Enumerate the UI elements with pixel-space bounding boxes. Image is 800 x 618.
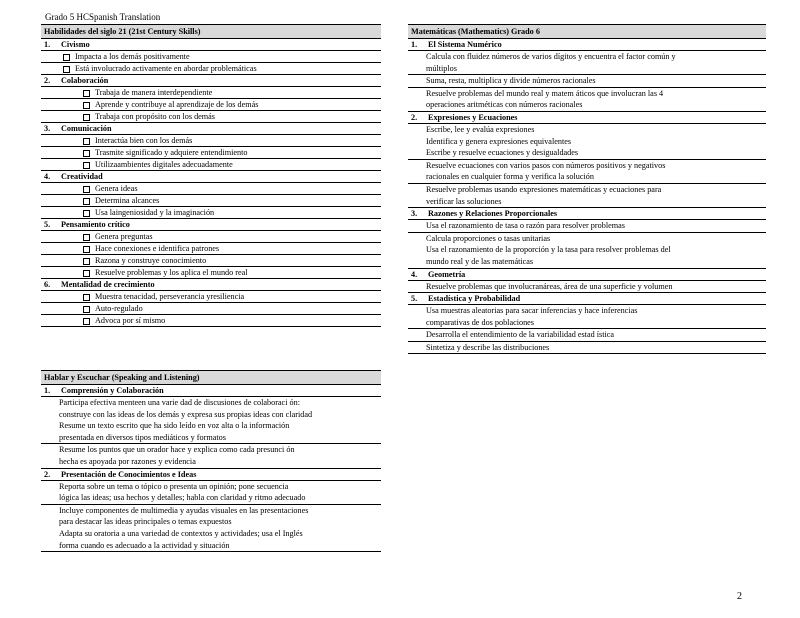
- list-item-text: Está involucrado activamente en abordar problemáticas: [75, 64, 257, 73]
- page-header: Grado 5 HCSpanish Translation: [45, 12, 161, 22]
- list-item: [41, 99, 381, 111]
- section-number: 6.: [44, 280, 51, 289]
- section-number: 4.: [411, 269, 418, 279]
- checkbox-bullet-icon: [83, 114, 90, 121]
- section-number: 5.: [44, 220, 51, 229]
- list-item-text: Impacta a los demás positivamente: [75, 52, 190, 61]
- table-row: [408, 184, 766, 208]
- checkbox-bullet-icon: [83, 306, 90, 313]
- section-title-text: Geometría: [428, 269, 466, 279]
- row-line: para destacar las ideas principales o temas expuestos: [59, 517, 232, 527]
- row-line: múltiplos: [426, 63, 457, 73]
- list-item-text: Hace conexiones e identifica patrones: [95, 244, 220, 253]
- list-item-text: Genera preguntas: [95, 232, 153, 241]
- list-item: [41, 243, 381, 255]
- list-item-text: Genera ideas: [95, 184, 138, 193]
- table-row: [41, 397, 381, 444]
- section-title: [408, 208, 766, 220]
- section-title: [41, 123, 381, 135]
- row-line: construye con las ideas de los demás y expresa sus propias ideas con claridad: [59, 409, 313, 419]
- row-line: racionales en cualquier forma y verifica la solución: [426, 172, 594, 182]
- row-line: Resuelve problemas que involucranáreas, área de una superficie y volumen: [426, 281, 673, 291]
- row-line: presentada en diversos tipos mediáticos y formatos: [59, 432, 226, 442]
- speaking-body: [41, 385, 381, 551]
- row-line: Identifica y genera expresiones equivalentes: [426, 136, 572, 146]
- table-row: [408, 342, 766, 354]
- list-item: [41, 315, 381, 326]
- list-item-text: Trasmite significado y adquiere entendimiento: [95, 148, 248, 157]
- list-item: [41, 183, 381, 195]
- list-item-text: Resuelve problemas y los aplica el mundo real: [95, 268, 248, 277]
- section-number: 1.: [44, 40, 51, 49]
- row-line: Adapta su oratoria a una variedad de contextos y actividades; usa el Inglés: [59, 528, 303, 538]
- row-line: Participa efectiva menteen una varie dad de discusiones de colaboraci ón:: [59, 398, 300, 407]
- row-line: Resuelve problemas usando expresiones matemáticas y ecuaciones para: [426, 184, 662, 194]
- row-line: Resume los puntos que un orador hace y explica como cada presunci ón: [59, 445, 295, 455]
- table-row: [41, 444, 381, 468]
- section-title-text: Presentación de Conocimientos e Ideas: [61, 469, 197, 479]
- checkbox-bullet-icon: [83, 210, 90, 217]
- row-line: Resuelve problemas del mundo real y matem áticos que involucran las 4: [426, 88, 664, 98]
- section-title: [408, 293, 766, 305]
- checkbox-bullet-icon: [83, 90, 90, 97]
- section-title: [408, 112, 766, 124]
- row-line: Suma, resta, multiplica y divide números racionales: [426, 76, 596, 86]
- list-item-text: Determina alcances: [95, 196, 160, 205]
- section-title: [41, 75, 381, 87]
- list-item: [41, 63, 381, 75]
- section-title-text: Colaboración: [61, 76, 109, 85]
- row-line: hecha es apoyada por razones y evidencia: [59, 456, 196, 466]
- list-item-text: Muestra tenacidad, perseverancia yresiliencia: [95, 292, 245, 301]
- row-line: forma cuando es adecuado a la actividad y situación: [59, 540, 230, 550]
- table-row: [408, 124, 766, 160]
- row-line: Escribe y resuelve ecuaciones y desigualdades: [426, 148, 579, 158]
- section-title-text: Civismo: [61, 40, 90, 49]
- math-body: [408, 39, 766, 353]
- checkbox-bullet-icon: [83, 150, 90, 157]
- checkbox-bullet-icon: [83, 198, 90, 205]
- list-item: [41, 255, 381, 267]
- row-line: Usa muestras aleatorias para sacar inferencias y hace inferencias: [426, 306, 638, 316]
- section-title: [408, 39, 766, 51]
- math-panel-title: Matemáticas (Mathematics) Grado 6: [408, 24, 766, 39]
- list-item-text: Advoca por sí mismo: [95, 316, 166, 325]
- list-item: [41, 135, 381, 147]
- section-number: 2.: [411, 112, 418, 122]
- table-row: [408, 88, 766, 112]
- section-title-text: Razones y Relaciones Proporcionales: [428, 209, 558, 219]
- checkbox-bullet-icon: [83, 318, 90, 325]
- list-item-text: Utilizaambientes digitales adecuadamente: [95, 160, 233, 169]
- list-item: [41, 207, 381, 219]
- list-item: [41, 159, 381, 171]
- table-row: [41, 481, 381, 505]
- checkbox-bullet-icon: [83, 162, 90, 169]
- table-row: [408, 329, 766, 342]
- list-item: [41, 195, 381, 207]
- section-number: 5.: [411, 294, 418, 304]
- list-item-text: Auto-regulado: [95, 304, 143, 313]
- checkbox-bullet-icon: [63, 66, 70, 73]
- checkbox-bullet-icon: [83, 186, 90, 193]
- section-title-text: Creatividad: [61, 172, 103, 181]
- row-line: Sintetiza y describe las distribuciones: [426, 342, 550, 352]
- row-line: Resuelve ecuaciones con varios pasos con números positivos y negativos: [426, 160, 666, 170]
- list-item-text: Razona y construye conocimiento: [95, 256, 207, 265]
- section-number: 1.: [44, 386, 51, 395]
- table-row: [408, 75, 766, 88]
- section-title-text: Pensamiento crítico: [61, 220, 130, 229]
- section-number: 3.: [44, 124, 51, 133]
- table-row: [408, 160, 766, 184]
- section-number: 4.: [44, 172, 51, 181]
- list-item: [41, 147, 381, 159]
- row-line: Calcula con fluidez números de varios dígitos y encuentra el factor común y: [426, 52, 676, 61]
- row-line: Escribe, lee y evalúa expresiones: [426, 124, 535, 134]
- skills-body: [41, 39, 381, 326]
- row-line: Incluye componentes de multimedia y ayudas visuales en las presentaciones: [59, 505, 309, 515]
- section-title: [41, 385, 381, 397]
- skills-panel-title: Habilidades del siglo 21 (21st Century Skills): [41, 24, 381, 39]
- section-title: [408, 269, 766, 281]
- row-line: operaciones aritméticas con números racionales: [426, 100, 583, 110]
- row-line: lógica las ideas; usa hechos y detalles; habla con claridad y ritmo adecuado: [59, 493, 306, 503]
- list-item: [41, 291, 381, 303]
- page-number: 2: [737, 591, 742, 602]
- section-title-text: Estadística y Probabilidad: [428, 294, 521, 304]
- section-number: 2.: [44, 76, 51, 85]
- list-item-text: Interactúa bien con los demás: [95, 136, 193, 145]
- section-title-text: El Sistema Numérico: [428, 40, 502, 49]
- section-title-text: Mentalidad de crecimiento: [61, 280, 155, 289]
- table-row: [41, 505, 381, 551]
- table-row: [408, 233, 766, 269]
- row-line: Calcula proporciones o tasas unitarias: [426, 233, 551, 243]
- section-title: [41, 171, 381, 183]
- row-line: mundo real y de las matemáticas: [426, 256, 534, 266]
- list-item: [41, 87, 381, 99]
- checkbox-bullet-icon: [83, 246, 90, 253]
- list-item: [41, 231, 381, 243]
- section-number: 1.: [411, 40, 418, 49]
- table-row: [408, 305, 766, 329]
- row-line: Usa el razonamiento de tasa o razón para resolver problemas: [426, 221, 625, 231]
- checkbox-bullet-icon: [83, 258, 90, 265]
- section-title-text: Comunicación: [61, 124, 112, 133]
- list-item: [41, 111, 381, 123]
- skills-panel: [41, 24, 381, 327]
- math-panel: [408, 24, 766, 354]
- section-number: 2.: [44, 469, 51, 479]
- row-line: Resume un texto escrito que ha sido leído en voz alta o la información: [59, 421, 290, 431]
- row-line: Desarrolla el entendimiento de la variabilidad estad ística: [426, 330, 615, 340]
- section-title-text: Comprensión y Colaboración: [61, 386, 164, 395]
- checkbox-bullet-icon: [83, 234, 90, 241]
- checkbox-bullet-icon: [83, 102, 90, 109]
- checkbox-bullet-icon: [83, 294, 90, 301]
- list-item: [41, 51, 381, 63]
- row-line: Usa el razonamiento de la proporción y la tasa para resolver problemas del: [426, 245, 671, 255]
- section-title: [41, 279, 381, 291]
- list-item-text: Aprende y contribuye al aprendizaje de los demás: [95, 100, 259, 109]
- list-item: [41, 267, 381, 279]
- speaking-panel-title: Hablar y Escuchar (Speaking and Listening): [41, 370, 381, 385]
- table-row: [408, 281, 766, 294]
- section-title-text: Expresiones y Ecuaciones: [428, 112, 518, 122]
- checkbox-bullet-icon: [83, 270, 90, 277]
- list-item-text: Trabaja de manera interdependiente: [95, 88, 213, 97]
- section-title: [41, 39, 381, 51]
- list-item-text: Usa laingeniosidad y la imaginación: [95, 208, 215, 217]
- speaking-panel: [41, 370, 381, 552]
- checkbox-bullet-icon: [83, 138, 90, 145]
- section-title: [41, 469, 381, 481]
- list-item: [41, 303, 381, 315]
- table-row: [408, 220, 766, 233]
- list-item-text: Trabaja con propósito con los demás: [95, 112, 215, 121]
- table-row: [408, 51, 766, 75]
- row-line: Reporta sobre un tema o tópico o presenta un opinión; pone secuencia: [59, 481, 289, 491]
- checkbox-bullet-icon: [63, 54, 70, 61]
- section-number: 3.: [411, 209, 418, 219]
- row-line: verificar las soluciones: [426, 196, 502, 206]
- row-line: comparativas de dos poblaciones: [426, 317, 534, 327]
- section-title: [41, 219, 381, 231]
